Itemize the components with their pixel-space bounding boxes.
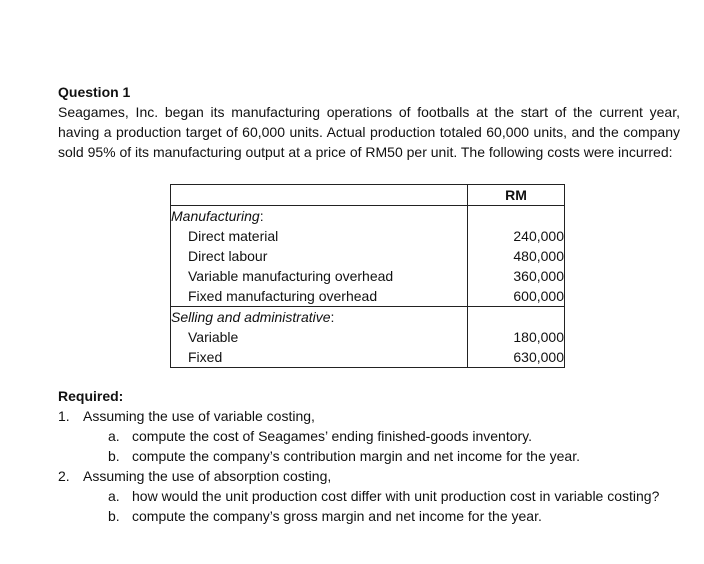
sub-text: compute the company’s gross margin and net income for the year.	[132, 508, 542, 524]
row-amount: 480,000	[513, 248, 564, 264]
sub-letter: a.	[108, 428, 120, 444]
sub-letter: a.	[108, 488, 120, 504]
manufacturing-amounts	[468, 206, 565, 307]
required-item-1a	[58, 426, 680, 446]
sub-letter: b.	[108, 508, 120, 524]
selling-section	[171, 307, 565, 368]
question-intro: Seagames, Inc. began its manufacturing operations of footballs at the start of the current year, having a production target of 60,000 units. Actual production totaled 60,000 units, and the company sold 95% of its manufacturing output at a price of RM50 per unit. The following costs were incurred:	[58, 104, 680, 160]
question-title: Question 1	[58, 84, 131, 100]
row-label: Direct material	[188, 228, 279, 244]
item-text: Assuming the use of absorption costing,	[83, 468, 332, 484]
manufacturing-labels	[171, 206, 468, 307]
row-amount: 180,000	[513, 329, 564, 345]
row-label: Variable	[188, 329, 239, 345]
sub-text: compute the cost of Seagames’ ending finished-goods inventory.	[132, 428, 533, 444]
manufacturing-section	[171, 206, 565, 307]
selling-amounts	[468, 307, 565, 368]
sub-text: compute the company’s contribution margin and net income for the year.	[132, 448, 580, 464]
row-amount: 630,000	[513, 349, 564, 365]
row-label: Direct labour	[188, 248, 268, 264]
row-label: Variable manufacturing overhead	[188, 268, 394, 284]
row-label: Fixed	[188, 349, 223, 365]
sub-letter: b.	[108, 448, 120, 464]
amount-spacer	[468, 307, 564, 327]
currency-header: RM	[468, 185, 565, 206]
required-item-1	[58, 406, 680, 426]
required-title: Required:	[58, 388, 124, 404]
row-label: Fixed manufacturing overhead	[188, 288, 378, 304]
required-item-2	[58, 466, 680, 486]
required-item-2a	[58, 486, 680, 506]
required-item-1b	[58, 446, 680, 466]
document-page	[58, 82, 680, 524]
row-amount: 360,000	[513, 268, 564, 284]
selling-labels	[171, 307, 468, 368]
header-label-cell	[171, 185, 468, 206]
required-item-2b	[58, 506, 680, 526]
sub-text: how would the unit production cost differ with unit production cost in variable costing?	[132, 488, 660, 504]
cost-table	[170, 184, 565, 368]
item-number: 1.	[58, 408, 70, 424]
item-text: Assuming the use of variable costing,	[83, 408, 315, 424]
amount-spacer	[468, 206, 564, 226]
manufacturing-category: Manufacturing:	[171, 208, 264, 224]
item-number: 2.	[58, 468, 70, 484]
selling-category: Selling and administrative:	[171, 309, 335, 325]
required-section	[58, 386, 680, 526]
cost-table-header-row	[171, 185, 565, 206]
row-amount: 240,000	[513, 228, 564, 244]
row-amount: 600,000	[513, 288, 564, 304]
